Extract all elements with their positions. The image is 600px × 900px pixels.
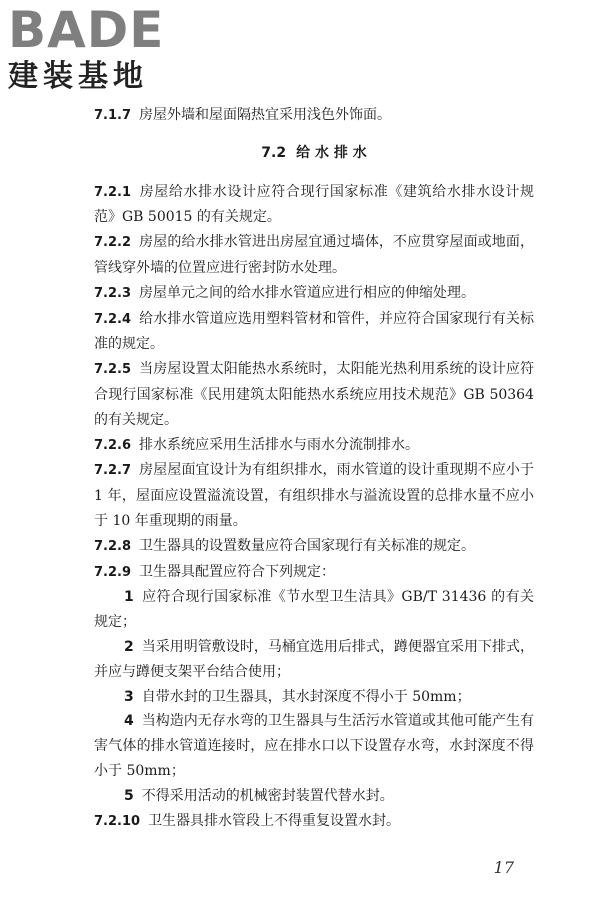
item-number: 4 <box>124 713 134 730</box>
clause-7-2-5 <box>94 357 534 432</box>
clause-7-2-4 <box>94 307 534 358</box>
section-title: 给 水 排 水 <box>296 144 367 161</box>
clause-number: 7.2.5 <box>94 362 132 378</box>
clause-7-2-10 <box>94 809 534 835</box>
clause-text: 当房屋设置太阳能热水系统时，太阳能光热利用系统的设计应符合现行国家标准《民用建筑太阳能热水系统应用技术规范》GB 50364 的有关规定。 <box>94 361 534 428</box>
clause-number: 7.2.7 <box>94 463 132 479</box>
item-number: 1 <box>124 589 134 606</box>
clause-7-2-1 <box>94 180 534 231</box>
clause-text: 卫生器具配置应符合下列规定： <box>139 563 336 580</box>
clause-7-2-7 <box>94 458 534 533</box>
item-text: 不得采用活动的机械密封装置代替水封。 <box>141 787 394 804</box>
logo-wordmark: BADE <box>8 1 165 59</box>
item-text: 自带水封的卫生器具，其水封深度不得小于 50mm； <box>141 688 471 705</box>
clause-7-2-2 <box>94 230 534 281</box>
list-item <box>94 635 534 685</box>
clause-number: 7.1.7 <box>94 108 132 123</box>
item-text: 当采用明管敷设时，马桶宜选用后排式，蹲便器宜采用下排式，并应与蹲便支架平台结合使用； <box>94 638 534 680</box>
item-text: 当构造内无存水弯的卫生器具与生活污水管道或其他可能产生有害气体的排水管道连接时，应在排水口以下设置存水弯，水封深度不得小于 50mm； <box>94 713 534 779</box>
clause-7-2-8 <box>94 534 534 560</box>
list-item <box>94 709 534 783</box>
section-number: 7.2 <box>261 144 287 161</box>
item-text: 应符合现行国家标准《节水型卫生洁具》GB/T 31436 的有关规定； <box>94 589 534 631</box>
item-number: 5 <box>124 787 134 804</box>
clause-text: 房屋屋面宜设计为有组织排水，雨水管道的设计重现期不应小于 1 年，屋面应设置溢流设置，有组织排水与溢流设置的总排水量不应小于 10 年重现期的雨量。 <box>94 462 534 529</box>
clause-7-1-7 <box>94 103 534 129</box>
list-item <box>94 685 534 710</box>
clause-text: 房屋外墙和屋面隔热宜采用浅色外饰面。 <box>139 107 392 123</box>
clause-number: 7.2.8 <box>94 538 132 554</box>
clause-number: 7.2.3 <box>94 285 132 301</box>
clause-text: 房屋给水排水设计应符合现行国家标准《建筑给水排水设计规范》GB 50015 的有关规定。 <box>94 183 534 226</box>
logo-subtitle: 建装基地 <box>8 59 148 94</box>
clause-text: 房屋的给水排水管进出房屋宜通过墙体，不应贯穿屋面或地面，管线穿外墙的位置应进行密封防水处理。 <box>94 234 534 276</box>
item-number: 2 <box>124 638 134 655</box>
bade-logo <box>8 1 178 94</box>
clause-7-2-9 <box>94 560 534 586</box>
item-number: 3 <box>124 688 134 705</box>
clause-number: 7.2.1 <box>94 184 132 200</box>
document-body <box>94 103 534 834</box>
page-number: 17 <box>493 858 514 877</box>
clause-text: 排水系统应采用生活排水与雨水分流制排水。 <box>139 436 420 453</box>
clause-text: 卫生器具的设置数量应符合国家现行有关标准的规定。 <box>139 537 476 554</box>
clause-number: 7.2.2 <box>94 235 132 251</box>
clause-7-2-6 <box>94 433 534 459</box>
list-item <box>94 784 534 809</box>
clause-number: 7.2.4 <box>94 311 132 327</box>
clause-7-2-3 <box>94 281 534 307</box>
clause-number: 7.2.10 <box>94 813 141 829</box>
list-item <box>94 585 534 635</box>
clause-number: 7.2.6 <box>94 437 132 453</box>
clause-text: 房屋单元之间的给水排水管道应进行相应的伸缩处理。 <box>139 284 476 301</box>
clause-text: 卫生器具排水管段上不得重复设置水封。 <box>148 812 401 829</box>
section-heading <box>94 141 534 166</box>
clause-text: 给水排水管道应选用塑料管材和管件，并应符合国家现行有关标准的规定。 <box>94 310 534 353</box>
clause-number: 7.2.9 <box>94 564 132 580</box>
